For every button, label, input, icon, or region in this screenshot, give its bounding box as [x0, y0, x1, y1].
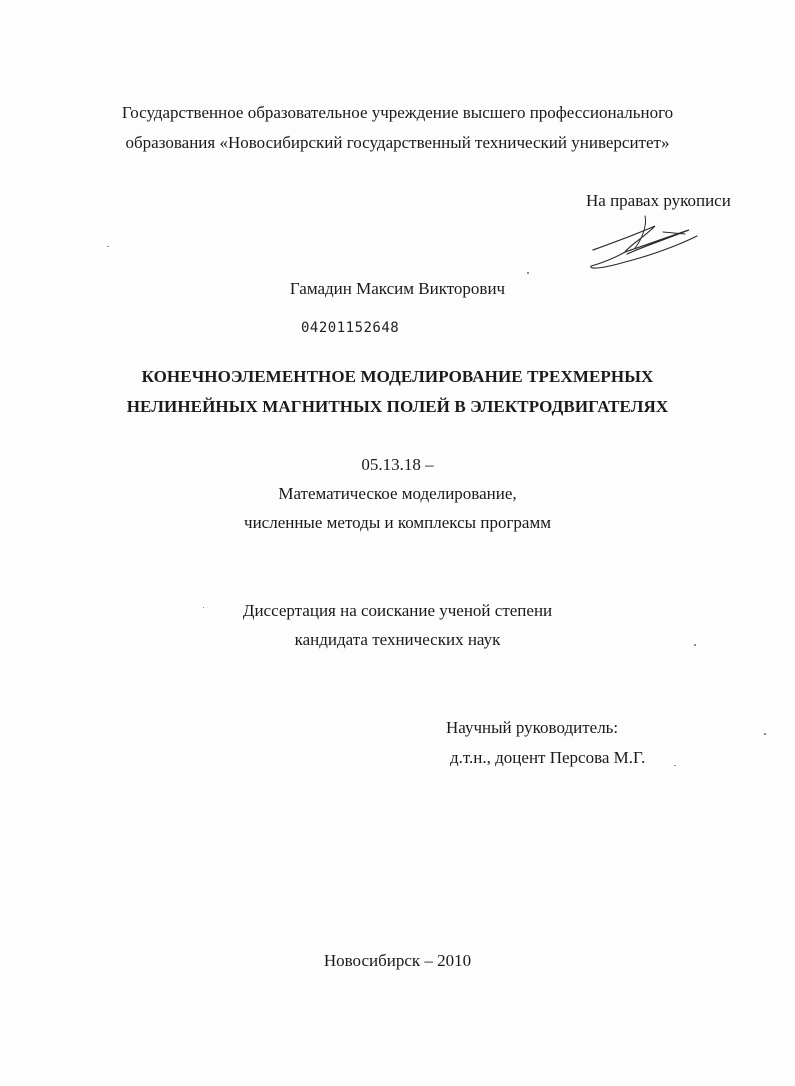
institution-line-1: Государственное образовательное учреждение высшего профессионального — [121, 103, 674, 122]
registration-number-stamp: 04201152648 — [301, 320, 400, 336]
scan-speck — [203, 607, 204, 608]
city-year: Новосибирск – 2010 — [323, 951, 472, 970]
scan-speck — [764, 733, 766, 735]
handwritten-signature — [585, 212, 705, 274]
scan-speck — [694, 644, 696, 646]
specialty-code: 05.13.18 – — [361, 455, 434, 474]
rights-note: На правах рукописи — [586, 191, 731, 210]
degree-line-1: Диссертация на соискание ученой степени — [242, 601, 553, 620]
scan-speck — [674, 765, 676, 766]
specialty-name-line-2: численные методы и комплексы программ — [244, 513, 551, 532]
degree-line-2: кандидата технических наук — [294, 630, 501, 649]
title-line-2: НЕЛИНЕЙНЫХ МАГНИТНЫХ ПОЛЕЙ В ЭЛЕКТРОДВИГАТЕЛЯХ — [126, 397, 669, 416]
scan-speck — [107, 246, 109, 247]
institution-line-2: образования «Новосибирский государственный технический университет» — [125, 133, 670, 152]
specialty-name-line-1: Математическое моделирование, — [278, 484, 517, 503]
author-name: Гамадин Максим Викторович — [289, 279, 506, 298]
title-line-1: КОНЕЧНОЭЛЕМЕНТНОЕ МОДЕЛИРОВАНИЕ ТРЕХМЕРНЫХ — [141, 367, 654, 386]
scan-speck — [527, 272, 529, 274]
advisor-label: Научный руководитель: — [446, 718, 619, 737]
advisor-name: д.т.н., доцент Персова М.Г. — [450, 748, 646, 767]
